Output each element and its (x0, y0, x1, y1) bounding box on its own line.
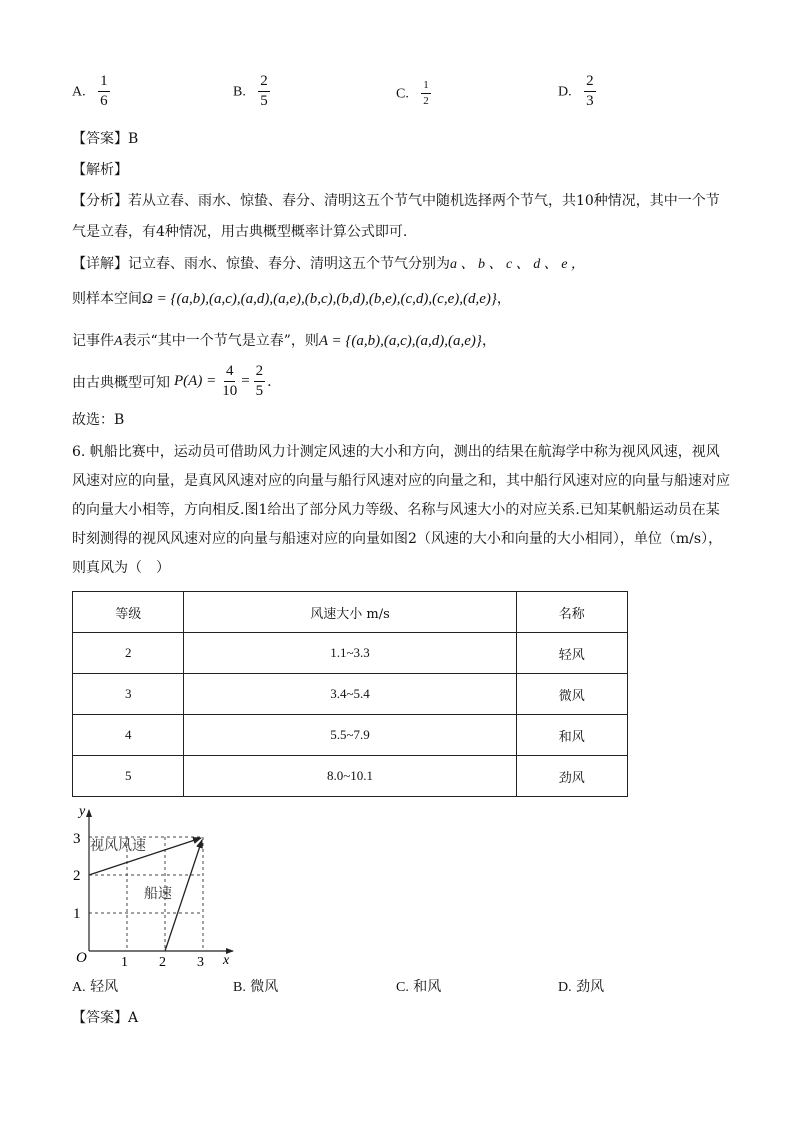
q6-option-a: A. 轻风 (72, 979, 119, 995)
table-cell: 5 (73, 756, 184, 797)
apparent-wind-label: 视风风速 (90, 838, 146, 854)
q5-sample-space-line (72, 289, 511, 309)
table-cell: 2 (73, 633, 184, 674)
q5-prob-lhs: P(A) = (174, 373, 217, 389)
x-axis-label: x (223, 953, 230, 968)
q5-probability-line (72, 364, 272, 399)
option-fraction: $\frac{1}{2}$ (423, 79, 429, 107)
q6-question-text: 6. 帆船比赛中，运动员可借助风力计测定风速的大小和方向，测出的结果在航海学中称为视风风速，视风风速对应的向量，是真风风速对应的向量与船行风速对应的向量之和，其中船行风速对应的向量与船速对应的向量大小相等，方向相反.图1给出了部分风力等级、名称与风速大小的对应关系.已知某帆船运动员在某时刻测得的视风风速对应的向量与船速对应的向量如图2（风速的大小和向量的大小相同），单位（m/s），则真风为（ ） (72, 444, 730, 576)
table-header-cell: 名称 (516, 592, 627, 633)
x-tick-label: 3 (197, 955, 204, 970)
option-c (396, 80, 431, 107)
q5-analysis-line-2: 气是立春，有4种情况，用古典概型概率计算公式即可. (72, 224, 408, 240)
q6-option-d: D. 劲风 (558, 979, 605, 995)
comma: ， (481, 333, 496, 349)
q5-event-prefix: 记事件 (72, 333, 114, 349)
q6-option-b: B. 微风 (233, 979, 279, 995)
y-tick-label: 1 (73, 906, 81, 922)
table-header-cell: 风速大小 m/s (184, 592, 516, 633)
origin-label: O (76, 950, 87, 966)
q6-answer: 【答案】A (72, 1010, 139, 1026)
table-row (73, 674, 628, 715)
table-cell: 8.0~10.1 (184, 756, 516, 797)
option-fraction: $\frac{1}{6}$ (100, 73, 108, 109)
boat-speed-label: 船速 (144, 886, 172, 902)
q5-detail-vars: a 、 b 、 c 、 d 、 e ， (450, 257, 585, 272)
table-cell: 3 (73, 674, 184, 715)
option-d (558, 74, 596, 109)
table-cell: 5.5~7.9 (184, 715, 516, 756)
table-header-row (73, 592, 628, 633)
q5-event-var: A (114, 334, 123, 349)
x-tick-label: 1 (121, 955, 128, 970)
q5-sample-prefix: 则样本空间 (72, 291, 142, 307)
vector-figure (60, 800, 250, 975)
table-cell: 1.1~3.3 (184, 633, 516, 674)
table-cell: 劲风 (516, 756, 627, 797)
x-tick-label: 2 (159, 955, 166, 970)
q5-choose: 故选：B (72, 412, 125, 428)
wind-scale-table (72, 591, 628, 797)
table-cell: 3.4~5.4 (184, 674, 516, 715)
option-fraction: $\frac{2}{5}$ (260, 73, 268, 109)
q6-option-c: C. 和风 (396, 979, 442, 995)
option-a (72, 74, 110, 109)
y-tick-label: 3 (73, 831, 81, 847)
table-row (73, 633, 628, 674)
table-row (73, 756, 628, 797)
q5-event-set: A = {(a,b),(a,c),(a,d),(a,e)} (318, 333, 482, 349)
q5-prob-fraction-2: $\frac{2}{5}$ (255, 363, 264, 399)
q5-analysis-title: 【解析】 (72, 162, 128, 178)
table-row (73, 715, 628, 756)
table-cell: 轻风 (516, 633, 627, 674)
q5-event-line (72, 331, 496, 352)
q5-detail-prefix: 【详解】记立春、雨水、惊蛰、春分、清明这五个节气分别为 (72, 256, 450, 272)
table-cell: 微风 (516, 674, 627, 715)
option-b (233, 74, 270, 109)
option-fraction: $\frac{2}{3}$ (586, 73, 594, 109)
table-cell: 4 (73, 715, 184, 756)
y-axis-label: y (79, 804, 86, 819)
option-letter: D. (558, 84, 572, 100)
option-letter: B. (233, 84, 246, 100)
q5-event-mid: 表示“其中一个节气是立春”，则 (122, 333, 319, 349)
q5-sample-set: Ω = {(a,b),(a,c),(a,d),(a,e),(b,c),(b,d),(b,e),(c,d),(c,e),(d,e)} (142, 291, 497, 307)
table-cell: 和风 (516, 715, 627, 756)
equals-sign: = (241, 373, 250, 389)
y-tick-label: 2 (73, 868, 81, 884)
q5-prob-fraction-1: $\frac{4}{10}$ (222, 363, 238, 399)
table-header-cell: 等级 (73, 592, 184, 633)
q5-detail-line (72, 254, 585, 275)
q5-analysis-line-1: 【分析】若从立春、雨水、惊蛰、春分、清明这五个节气中随机选择两个节气，共10种情况，其中一个节 (72, 193, 720, 209)
option-letter: C. (396, 86, 409, 102)
q5-answer: 【答案】B (72, 131, 139, 147)
period: . (267, 373, 272, 390)
option-letter: A. (72, 84, 86, 100)
q5-prob-prefix: 由古典概型可知 (72, 374, 170, 391)
comma: ， (496, 291, 511, 307)
